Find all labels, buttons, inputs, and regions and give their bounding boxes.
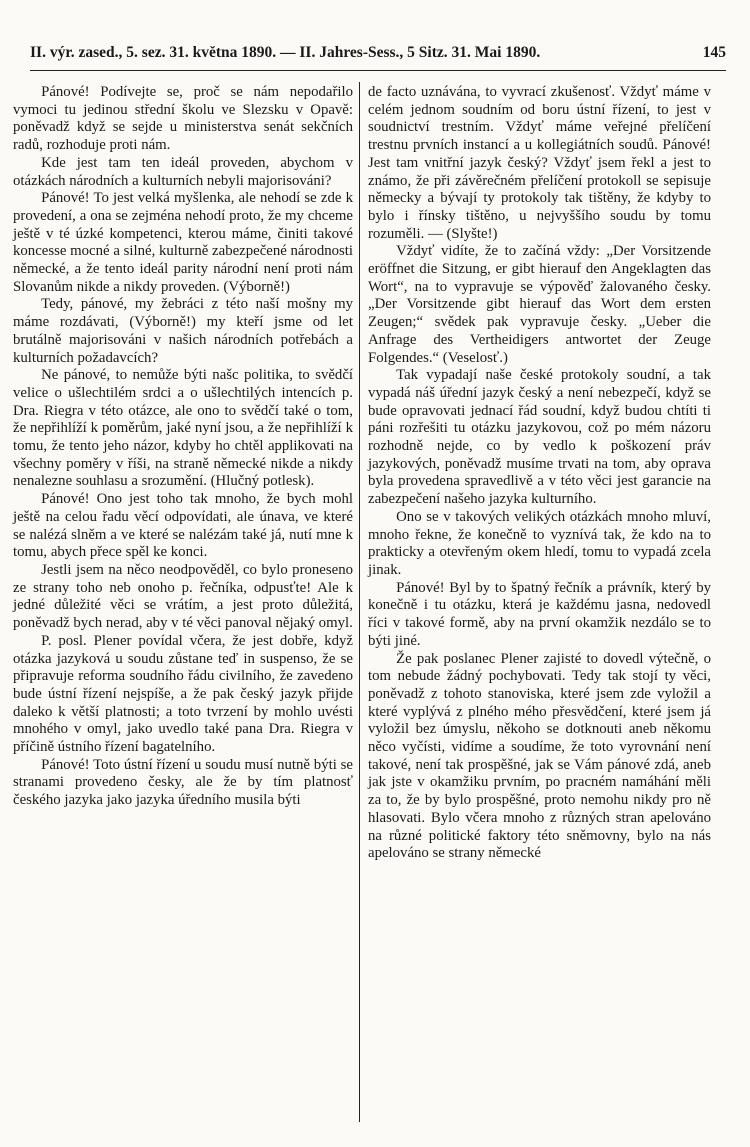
paragraph: de facto uznávána, to vyvrací zkušenosť. Vždyť máme v celém jednom soudním od boru ústní řízení, to jest v soudnictví trestním. Vždyť máme veřejné přelíčení trestnu prvních instancí a u kollegiátních soudů. Pánové! Jest tam vnitřní jazyk český? Vždyť jsem řekl a jest to známo, že při závěrečném přelíčení protokoll se sepisuje německy a bývají ty protokoly tak tištěny, že kdyby to bylo i řínsky tištěno, u nejvyššího soudu by tomu rozuměli. — (Slyšte!): [368, 84, 711, 242]
header-rule: [30, 70, 726, 71]
paragraph: Ne pánové, to nemůže býti našc politika, to svědčí velice o ušlechtilém srdci a o ušlechtilých intencích p. Dra. Riegra v této otázce, ale ono to svědčí také o tom, že nepřihlíží k poměrům, jaké nyní jsou, a že nepřihlíží k tomu, že tento jeho názor, kdyby ho chtěl applikovati na všechny poměry v říši, na straně německé nikde a nikdy nenalezne souhlasu a srozumění. (Hlučný potlesk).: [13, 367, 353, 490]
paragraph: Tedy, pánové, my žebráci z této naší mošny my máme rozdávati, (Výborně!) my kteří jsme od let brutálně majorisováni v našich národních potřebách a kulturních požadavcích?: [13, 296, 353, 366]
page-header: [30, 40, 726, 66]
paragraph: Tak vypadají naše české protokoly soudní, a tak vypadá náš úřední jazyk český a není nebezpečí, když se bude opravovati jednací řád soudní, když budou chtíti ti páni rozřešiti tu otázku jazykovou, což po mém názoru rozhodně nejde, co by vedlo k poškození práv jazykových, poněvadž musíme trvati na tom, aby oprava byla provedena spravedlivě a v této věci jest garancie na zabezpečení našeho jazyka kulturního.: [368, 367, 711, 508]
paragraph: Pánové! Ono jest toho tak mnoho, že bych mohl ještě na celou řadu věcí odpovídati, ale únava, ve které se nalézá slněm a ve které se nalézám také já, nutí mne k tomu, abych přece spěl ke konci.: [13, 491, 353, 561]
left-column: [13, 84, 353, 810]
paragraph: Pánové! Toto ústní řízení u soudu musí nutně býti se stranami provedeno česky, ale že by tím platnosť českého jazyka jako jazyka úředního musila býti: [13, 756, 353, 809]
right-column: [368, 84, 711, 863]
paragraph: Pánové! Podívejte se, proč se nám nepodařilo vymoci tu jedinou střední školu ve Slezsku v Opavě: poněvadž když se sejde u ministerstva senát sekčních radů, rozhoduje proti nám.: [13, 84, 353, 154]
page-number: 145: [702, 44, 726, 61]
running-title: II. výr. zased., 5. sez. 31. května 1890. — II. Jahres-Sess., 5 Sitz. 31. Mai 1890.: [30, 44, 541, 61]
paragraph: Že pak poslanec Plener zajisté to dovedl výtečně, o tom nebude žádný pochybovati. Tedy tak stojí ty věci, poněvadž z tohoto stanoviska, které jsem zde vyložil a které vyplývá z plného mého přesvědčení, které jsem já vyložil bez úmyslu, někoho se dotknouti aneb někomu něco vyčísti, vidíme a soudíme, že toto vyrovnání není takové, není tak prospěšné, jak se Vám pánové zdá, aneb jak jste v okamžiku prvním, po pracném namáhání měli za to, že by bylo prospěšné, proto nemohu nikdy pro ně hlasovati. Bylo včera mnoho z různých stran apelováno na různé politické faktory této sněmovny, bylo na nás apelováno se strany německé: [368, 650, 711, 862]
column-divider: [359, 82, 360, 1122]
paragraph: Ono se v takových velikých otázkách mnoho mluví, mnoho řekne, že konečně to vyznívá tak, že kdo na to prakticky a otevřeným okem hledí, tomu to vypadá zcela jinak.: [368, 508, 711, 578]
paragraph: Jestli jsem na něco neodpověděl, co bylo proneseno ze strany toho neb onoho p. řečníka, odpusťte! Ale k jedné důležité věci se vrátím, a jest proto důležitá, poněvadž bych nerad, aby v té věci panoval nějaký omyl.: [13, 561, 353, 632]
paragraph: Pánové! To jest velká myšlenka, ale nehodí se zde k provedení, a ona se zejména nehodí proto, že my chceme ještě v té úzké kompetenci, kterou máme, činiti takové koncesse mocné a silné, kulturně zabezpečené národnosti německé, a že tento ideál parity národní není proti nám Slovanům nikde a nikdy proveden. (Výborně!): [13, 190, 353, 295]
paragraph: Vždyť vidíte, že to začíná vždy: „Der Vorsitzende eröffnet die Sitzung, er gibt hierauf den Angeklagten das Wort“, na to vypravuje se výpověď žalovaného česky. „Der Vorsitzende gibt hierauf das Wort dem ersten Zeugen;“ svědek pak vypravuje česky. „Ueber die Anfrage des Vertheidigers antwortet der Zeuge Folgendes.“ (Veselosť.): [368, 243, 711, 366]
paragraph: Pánové! Byl by to špatný řečník a právník, který by konečně i tu otázku, která je každému jasna, nedovedl říci v takové formě, aby na první okamžik nezdálo se to býti jiné.: [368, 579, 711, 649]
paragraph: Kde jest tam ten ideál proveden, abychom v otázkách národních a kulturních nebyli majorisováni?: [13, 154, 353, 189]
paragraph: P. posl. Plener povídal včera, že jest dobře, když otázka jazyková u soudu zůstane teď in suspenso, že se připravuje reforma soudního řádu civilního, že zavedeno bude ústní řízení nejspíše, a že pak český jazyk přijde daleko k větší platnosti; a toto tvrzení by mohlo uvésti mnohého v omyl, jako uvedlo také pana Dra. Riegra v příčině ústního řízení bagatelního.: [13, 632, 353, 756]
